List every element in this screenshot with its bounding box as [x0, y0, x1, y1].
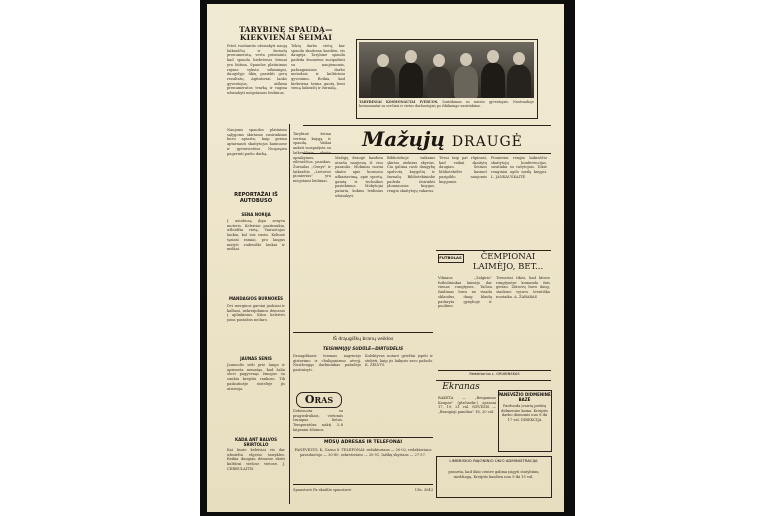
address-rule [293, 437, 433, 438]
sidebar-text-2: Dvi merginos garsiai juokiasi ir kalbasi, nekreipdamos dėmesio į aplinkinius. Kitos keleivės joms pastabos nedaro. [227, 304, 285, 323]
article-top-more: Naujoms spaudos platinimo sąlygoms skirtame susirinkime buvo aptarta, kaip geriau aptarnauti skaitytojus kaimuose ir gyvenvietėse. Nuspręsta pagerinti pašto darbą. [227, 128, 287, 156]
col-a: Tarybinė šeima vertina knygą ir spaudą. Vaikai anksti susipažįsta su laikraščiais, skaito apsakymus, eilėraščius, pasakas. Žurnalas „Genys" ir laikraštis „Lietuvos pionierius" yra mėgstami leidiniai. [293, 132, 331, 184]
footer-note: Spaustuvė Pa skaitlie spaustuvė [293, 488, 352, 492]
cosmonauts-photo [359, 42, 534, 98]
sports-col-2: Treneriai tikisi, kad kitose rungtynėse komanda žais geriau. Žiūrovų buvo daug, stadione vyravo šventiška nuotaika. A. ŽABARAS [496, 276, 550, 299]
sidebar-jaunas-senis: JAUNAS SENIS [240, 356, 272, 361]
sports-col-1: Vilniaus „Žalgirio" futbolininkai laimėjo dar vienas rungtynes. Tačiau žaidimas buvo ne visada sklandus, daug klaidų padaryta gynyboje ir puolime. [438, 276, 492, 309]
ekranas-logo: Ekranas [442, 382, 480, 392]
ekranas-text: RAKETA — „Benjamino Kaupas" (plačiaekr.) seansai 17, 19, 21 val. NEVĖŽIS — „Brangioji pamilau" 18, 20 val. [438, 396, 496, 415]
title-rule-bottom [303, 153, 551, 154]
sports-rule [436, 250, 551, 251]
main-title-wrap [335, 126, 550, 152]
sports-label: FUTBOLAS [439, 255, 462, 260]
ad-footer-text: praneša, kad ūkio centre galima įsigyti statybinių medžiagų. Kreiptis kasdien nuo 9 iki 15 val. [448, 470, 539, 479]
main-title-a: Mažųjų [362, 127, 445, 151]
col-b: Mažųjų draugė kasdien atneša naujienų iš viso pasaulio. Mokiniai noriai skaito apie kosmoso užkariavimą, apie sportą, gamtą ir technikos pasiekimus. Mokytojai pataria, kokius leidinius užsisakyti. [335, 156, 383, 198]
article-top-left: Prieš ruošiantis užsisakyti naują laikraščių ir žurnalų prenumeratą, verta prisiminti, kad spauda kiekvienai šeimai yra būtina. Spaudos platinimas rajone vyksta sėkmingai, daugelyje ūkių pasiekti gerų rezultatų. Agitatoriai lanko gyventojus, aiškina prenumeratos tvarką ir ragina užsisakyti mėgstamus leidinius. [227, 44, 287, 96]
oras-logo: Oras [304, 393, 334, 406]
panev-title: PANEVĖŽIO DIDMENINĖ BAZĖ [498, 392, 551, 402]
newspaper-page [207, 4, 564, 512]
tasks-rule [293, 332, 433, 333]
sidebar-reportazai: REPORTAŽAI IŠ AUTOBUSO [234, 192, 278, 205]
sidebar-kada-ant: KADA ANT BALVOS SRIRTOLLO [234, 437, 278, 447]
article-top-mid: Tokių darbo vietų, kur spauda skaitoma kasdien, vis daugėja. Tarybinė spauda padeda žmonėms susipažinti su naujienomis, pažangiaisiais darbo metodais ir kultūriniu gyvenimu. Reikia, kad kiekviena šeima gautų bent vieną laikraštį ir žurnalą. [291, 44, 345, 91]
address-text: PANEVĖŽYS, K. Čarno 8. TELEFONAI: redaktoriaus — 20-02, redaktoriaus pavaduotojo — 30-80, sekretoriato — 20-51, laiškų skyriaus — 27-57. [294, 448, 432, 457]
photo-caption-head: TARYBINIAI KOSMONAUTAI IVEDUOS. [359, 100, 439, 104]
editor-rule [438, 370, 551, 371]
col-c: Bibliotekoje vaikams skirtas atskiras skyrius. Čia galima rasti daugybę spalvotų knygelių ir žurnalų. Bibliotekininkė padeda išsirinkti įdomiausias knygas, rengia skaitytojų vakarus. [387, 156, 435, 193]
oras-text: Debesuota su pragiedruliais, vietomis trumpas lietus. Temperatūra naktį 3–8 laipsniai šilumos. [293, 409, 343, 432]
sidebar-text-1: Į autobusą įlipa senyva moteris. Keleiviai pasitraukia, užleidžia vietą. Vairuotojas laukia, kol visi susės. Kelionė tęsiasi ramiai, pro langus matyti rudeniški laukai ir miškai. [227, 219, 285, 252]
tasks-col-1: Draugiškasis teismas nagrinėjo girtavimo ir chuliganizmo atvejį. Nusižengęs darbininkas pažadėjo pasitaisyti. [293, 354, 361, 373]
editor-line: Redaktorius L. GRUBINSKAS [469, 372, 520, 376]
panev-text: Parduoda įvairių prekių didmenine kaina. Kreiptis darbo dienomis nuo 8 iki 17 val. DIREKCIJA [501, 404, 548, 423]
main-title-b: draugė [451, 127, 523, 151]
col-e: Pionieriai rengia laikraščio skaitytojų konferencijas, susitinka su rašytojais. Tokie renginiai ugdo meilę knygai. L. JANKAUSKAITĖ [491, 156, 547, 179]
sidebar-text-3: Jaunuolis sėdi prie lango ir apsimeta nematąs, kad šalia stovi pagyvenęs žmogus su sunkiu krepšiu rankose. Tik paskutinėje stotelėje jis atsistoja. [227, 363, 285, 391]
address-rule-2 [293, 484, 433, 485]
photo-caption: TARYBINIAI KOSMONAUTAI IVEDUOS. Susitikimas su miesto gyventojais. Nuotraukoje kosmonautai su svečiais ir vietos darbuotojais po iškilmingo susirinkimo. [359, 100, 534, 109]
sidebar-sena-norija: SENA NORIJA [241, 212, 271, 217]
headline-top: TARYBINĘ SPAUDĄ— KIEKVIENAI ŠEIMAI [239, 25, 333, 42]
ad-footer-title: LIMBRISKIO RAJONINIO ŪKIO ADMINISTRACIJA [449, 458, 538, 463]
sports-title: ČEMPIONAI LAIMĖJO, BET... [472, 252, 544, 272]
tasks-col-2: Kolektyvas nutarė griežtai įspėti ir stebėti, kaip jis laikysis savo pažado. K. ŽELVYS [365, 354, 433, 368]
address-title: MŪSŲ ADRESAS IR TELEFONAI [323, 440, 403, 445]
footer-num: Užs. 3043 [414, 488, 433, 492]
left-column-rule [289, 124, 290, 504]
col-d: Tėvai taip pat rūpinasi, kad vaikai skaitytų daugiau. Šeimos bibliotekėlės kasmet pasipildo naujomis knygomis. [439, 156, 487, 184]
sidebar-text-4: Kai kurie keleiviai vis dar užmiršta elgesio taisykles. Reikia daugiau dėmesio skirti kultūrai viešose vietose. J. CERBULAITIS [227, 448, 285, 471]
tasks-title: IŠ drąugiškų branų veiklos [332, 337, 394, 342]
sidebar-mandagios: MANDAGIOS BURNOKĖS [228, 296, 284, 301]
tasks-sub: TEISINMŲJŲ SUDŪLĖ—DIRTUDĖLIS [322, 346, 404, 351]
ekranas-rule [436, 380, 551, 381]
